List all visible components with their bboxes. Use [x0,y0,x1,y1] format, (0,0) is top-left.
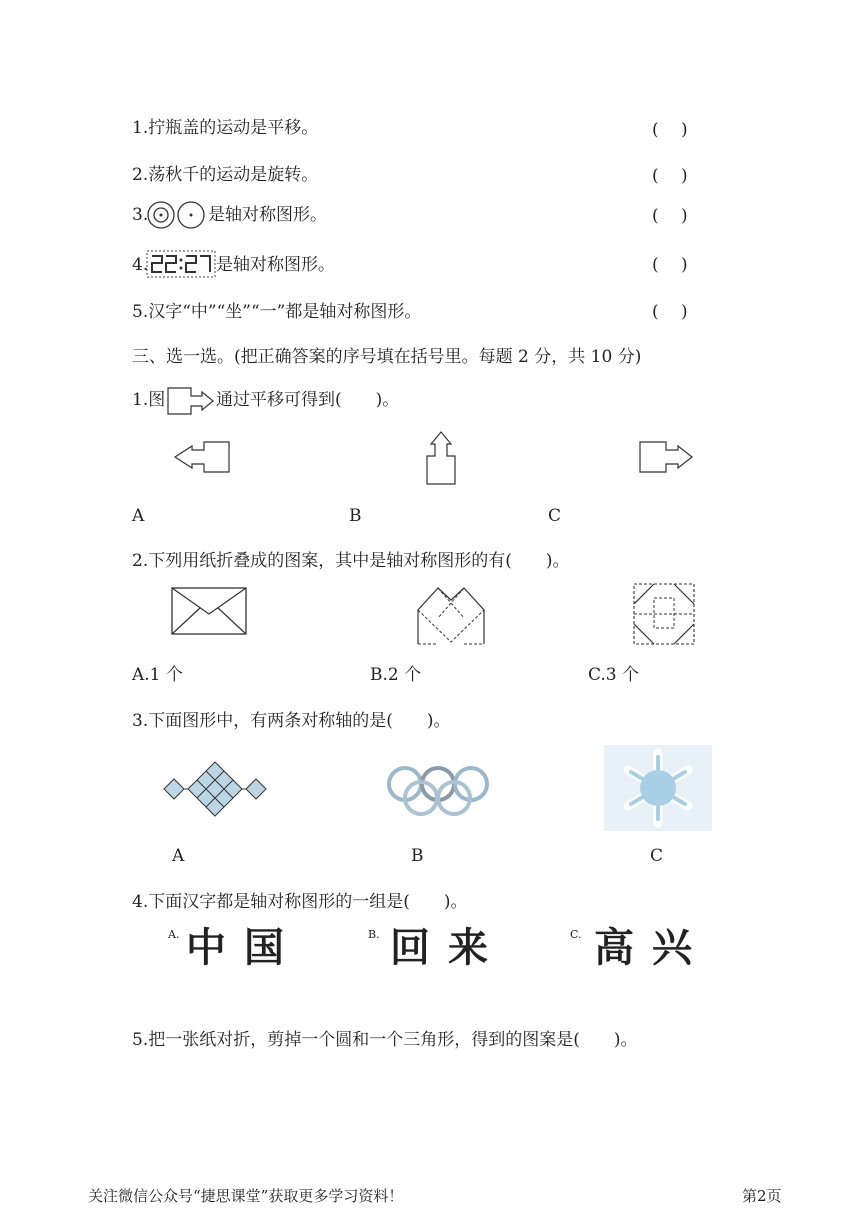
q1-option-b-figure [423,430,459,486]
judge-item-2: 2.荡秋千的运动是旋转。 [132,165,319,185]
concentric-circles-figure [145,199,207,231]
q2-option-c[interactable]: C.3 个 [588,665,640,685]
q4-text: 4.下面汉字都是轴对称图形的一组是( )。 [132,892,468,912]
q2-option-a[interactable]: A.1 个 [132,665,183,685]
q4-option-c-chars: 高兴 [594,925,710,971]
q3-option-c[interactable]: C [650,846,664,866]
q4-option-a-chars: 中国 [186,925,302,971]
folded-paper-figure-3 [630,582,698,646]
judge-item-4-text: 是轴对称图形。 [216,255,335,275]
digital-clock-figure [146,250,216,278]
olympic-rings-figure [384,765,494,817]
q4-option-b-label[interactable]: B. [368,928,380,941]
q1-post: 通过平移可得到( )。 [216,390,400,410]
q5-text: 5.把一张纸对折，剪掉一个圆和一个三角形，得到的图案是( )。 [132,1030,638,1050]
answer-paren-4[interactable]: ( ) [652,255,688,275]
footer-promo: 关注微信公众号“捷思课堂”获取更多学习资料！ [88,1187,404,1205]
q2-text: 2.下列用纸折叠成的图案，其中是轴对称图形的有( )。 [132,551,570,571]
q1-option-a-figure [172,440,232,474]
judge-item-4: 4. [132,255,149,275]
q4-option-a-label[interactable]: A. [168,928,180,941]
answer-paren-2[interactable]: ( ) [652,166,688,186]
q4-option-b-chars: 回来 [390,925,506,971]
judge-item-5: 5.汉字“中”“坐”“一”都是轴对称图形。 [132,302,422,322]
q3-option-a[interactable]: A [172,846,185,866]
chinese-knot-figure [162,760,268,818]
q1-option-b[interactable]: B [349,506,362,526]
judge-item-3: 3. [132,205,149,225]
answer-paren-3[interactable]: ( ) [652,206,688,226]
q3-text: 3.下面图形中，有两条对称轴的是( )。 [132,711,451,731]
answer-paren-5[interactable]: ( ) [652,302,688,322]
arrow-right-shape [166,386,216,416]
q1-option-c[interactable]: C [548,506,562,526]
envelope-figure [170,586,248,636]
answer-paren-1[interactable]: ( ) [652,120,688,140]
folded-paper-figure-2 [416,582,486,646]
page-number: 第2页 [742,1187,782,1205]
q4-option-c-label[interactable]: C. [570,928,582,941]
q3-option-b[interactable]: B [411,846,424,866]
judge-item-3-text: 是轴对称图形。 [208,205,327,225]
q1-pre: 1.图 [132,390,166,410]
q1-option-a[interactable]: A [132,506,145,526]
section-title: 三、选一选。(把正确答案的序号填在括号里。每题 2 分，共 10 分) [132,347,642,367]
q2-option-b[interactable]: B.2 个 [370,665,422,685]
q1-option-c-figure [638,440,694,474]
judge-item-1: 1.拧瓶盖的运动是平移。 [132,118,319,138]
snowflake-figure [604,745,712,831]
